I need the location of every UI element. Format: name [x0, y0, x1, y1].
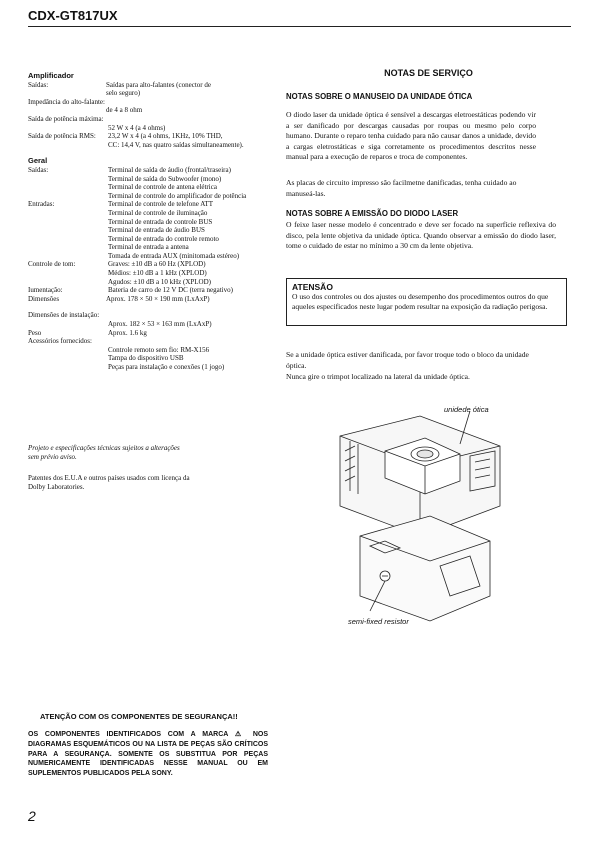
spec-row [28, 141, 280, 150]
optical-heading: NOTAS SOBRE O MANUSEIO DA UNIDADE ÓTICA [286, 92, 473, 101]
safety-body: OS COMPONENTES IDENTIFICADOS COM A MARCA ⚠ NOS DIAGRAMAS ESQUEMÁTICOS OU NA LISTA DE PEÇAS SÃO CRÍTICOS PARA A SEGURANÇA. SOMENTE OS SUBSTITUA POR PEÇAS NUMERICAMENTE IDENTIFICADAS NESSE MANUAL OU EM SUPLEMENTOS PUBLICADOS PELA SONY. [28, 731, 268, 778]
spec-label: Controle de tom: [28, 260, 76, 269]
install-label: Dimensões de instalação: [28, 311, 100, 320]
spec-row [28, 200, 280, 209]
spec-value: Terminal de saída de áudio (frontal/traseira) [108, 165, 231, 174]
amplifier-specs [28, 81, 280, 150]
accessories-label: Acessórios fornecidos: [28, 337, 92, 346]
trimpot-paragraph: Nunca gire o trimpot localizado na lateral da unidade óptica. [286, 372, 470, 381]
spec-row [28, 124, 280, 133]
spec-row [28, 183, 280, 192]
accessory-item [28, 346, 280, 355]
spec-row [28, 192, 280, 201]
accessory-label: Controle remoto sem fio: RM-X156 [108, 345, 210, 354]
spec-value: 23,2 W x 4 (a 4 ohms, 1KHz, 10% THD, [108, 132, 223, 141]
attention-box [286, 278, 567, 326]
semi-fixed-resistor-label: semi-fixed resistor [348, 617, 409, 626]
pcb-paragraph: As placas de circuito impresso são facilmetne danificadas, tenha cuidado ao manuseá-las. [286, 178, 517, 198]
accessory-label: Tampa do dispositivo USB [108, 354, 184, 363]
spec-label: Saídas: [28, 165, 49, 174]
install-value: Aprox. 182 × 53 × 163 mm (LxAxP) [108, 320, 212, 329]
spec-label: Entradas: [28, 200, 55, 209]
spec-row [28, 295, 280, 304]
spec-label: Saída de potência RMS: [28, 132, 96, 141]
spec-value: Bateria de carro de 12 V DC (terra negativo) [108, 286, 233, 295]
accessories-list [28, 346, 280, 372]
spec-label: Dimensões [28, 294, 60, 303]
spec-row [28, 260, 280, 269]
specs-disclaimer: Projeto e especificações técnicas sujeitos a alterações sem prévio aviso. [28, 444, 180, 461]
spec-row [28, 132, 280, 141]
optical-unit-drawing [330, 396, 510, 626]
spec-value: 52 W x 4 (a 4 ohms) [108, 123, 166, 132]
spec-value: Terminal de controle de antena elétrica [108, 183, 217, 192]
page-number: 2 [28, 808, 36, 824]
spec-value: Terminal de controle de telefone ATT [108, 200, 214, 209]
spec-value: Terminal de controle do amplificador de potência [108, 191, 247, 200]
spec-row [28, 106, 280, 115]
optical-unit-label: unidede ótica [444, 405, 489, 414]
service-notes-title: NOTAS DE SERVIÇO [384, 68, 473, 78]
damaged-paragraph: Se a unidade óptica estiver danificada, por favor troque todo o bloco da unidade óptica. [286, 350, 529, 370]
spec-label: Impedância do alto-falante: [28, 97, 105, 106]
spec-value: Terminal de entrada de áudio BUS [108, 226, 205, 235]
header-rule [28, 26, 571, 27]
spec-row [28, 209, 280, 218]
spec-row [28, 175, 280, 184]
patents-note: Patentes dos E.U.A e outros países usados com licença da Dolby Laboratories. [28, 474, 190, 491]
laser-paragraph: O feixe laser nesse modelo é concentrado e deve ser focado na superfície reflexiva do disco, pela lente objetiva da unidade óptica. Quando observar a emissão do diodo laser, tome o cuidado de estar no mínimo a 30 cm da lente objetiva. [286, 220, 556, 251]
safety-title: ATENÇÃO COM OS COMPONENTES DE SEGURANÇA!! [40, 712, 238, 721]
spec-value: Médios: ±10 dB a 1 kHz (XPLOD) [108, 269, 207, 278]
spec-row [28, 166, 280, 175]
spec-value: Terminal de entrada a antena [108, 243, 189, 252]
attention-title: ATENSÃO [292, 282, 333, 292]
spec-row [28, 278, 280, 287]
spec-value: Saídas para alto-falantes (conector de [106, 80, 211, 89]
optical-paragraph: O diodo laser da unidade óptica é sensível a descargas eletroestáticas podendo vir a ser danificado por descargas causadas por roupas ou mesmo pelo corpo humano. Durante o reparo tenha cuidado para não causar danos a unidade, devido a cargas eletrostáticas e siga corretamente os procedimentos descritos nesse manual para a execução de reparos e troca de componentes. [286, 110, 536, 162]
spec-row [28, 81, 280, 90]
accessory-item [28, 363, 280, 372]
spec-row [28, 252, 280, 261]
spec-row [28, 115, 280, 124]
spec-value: Terminal de saída do Subwoofer (mono) [108, 174, 222, 183]
specifications [28, 72, 280, 372]
weight-label: Peso [28, 328, 42, 337]
general-heading: Geral [28, 156, 48, 166]
spec-row [28, 243, 280, 252]
attention-body: O uso dos controles ou dos ajustes ou desempenho dos procedimentos outros do que aqueles especificados neste lugar podem resultar na exposição da radiação perigosa. [292, 292, 549, 311]
general-specs [28, 166, 280, 304]
spec-label: Saídas: [28, 80, 49, 89]
spec-label: Iumentação: [28, 286, 63, 295]
spec-value: Terminal de entrada de controle BUS [108, 217, 213, 226]
spec-value: Graves: ±10 dB a 60 Hz (XPLOD) [108, 260, 206, 269]
amplifier-heading: Amplificador [28, 71, 74, 80]
spec-value: CC: 14,4 V, nas quatro saídas simultaneamente). [108, 140, 244, 149]
model-title: CDX-GT817UX [28, 8, 118, 23]
spec-row [28, 269, 280, 278]
weight-value: Aprox. 1.6 kg [108, 328, 147, 337]
spec-value: selo seguro) [106, 89, 141, 98]
spec-row [28, 226, 280, 235]
laser-heading: NOTAS SOBRE A EMISSÃO DO DIODO LASER [286, 209, 459, 218]
spec-row [28, 218, 280, 227]
spec-row [28, 235, 280, 244]
spec-row [28, 98, 280, 107]
spec-label: Saída de potência máxima: [28, 114, 104, 123]
accessory-label: Peças para instalação e conexões (1 jogo) [108, 363, 225, 371]
spec-row [28, 89, 280, 98]
accessory-item [28, 354, 280, 363]
spec-value: de 4 a 8 ohm [106, 106, 143, 115]
optical-unit-figure [330, 396, 510, 626]
spec-row [28, 286, 280, 295]
spec-value: Terminal de controle de iluminação [108, 208, 208, 217]
spec-value: Terminal de entrada do controle remoto [108, 234, 219, 243]
spec-value: Tomada de entrada AUX (minitomada estéreo) [108, 251, 240, 260]
spec-value: Aprox. 178 × 50 × 190 mm (LxAxP) [106, 294, 210, 303]
spec-value: Agudos: ±10 dB a 10 kHz (XPLOD) [108, 277, 212, 286]
